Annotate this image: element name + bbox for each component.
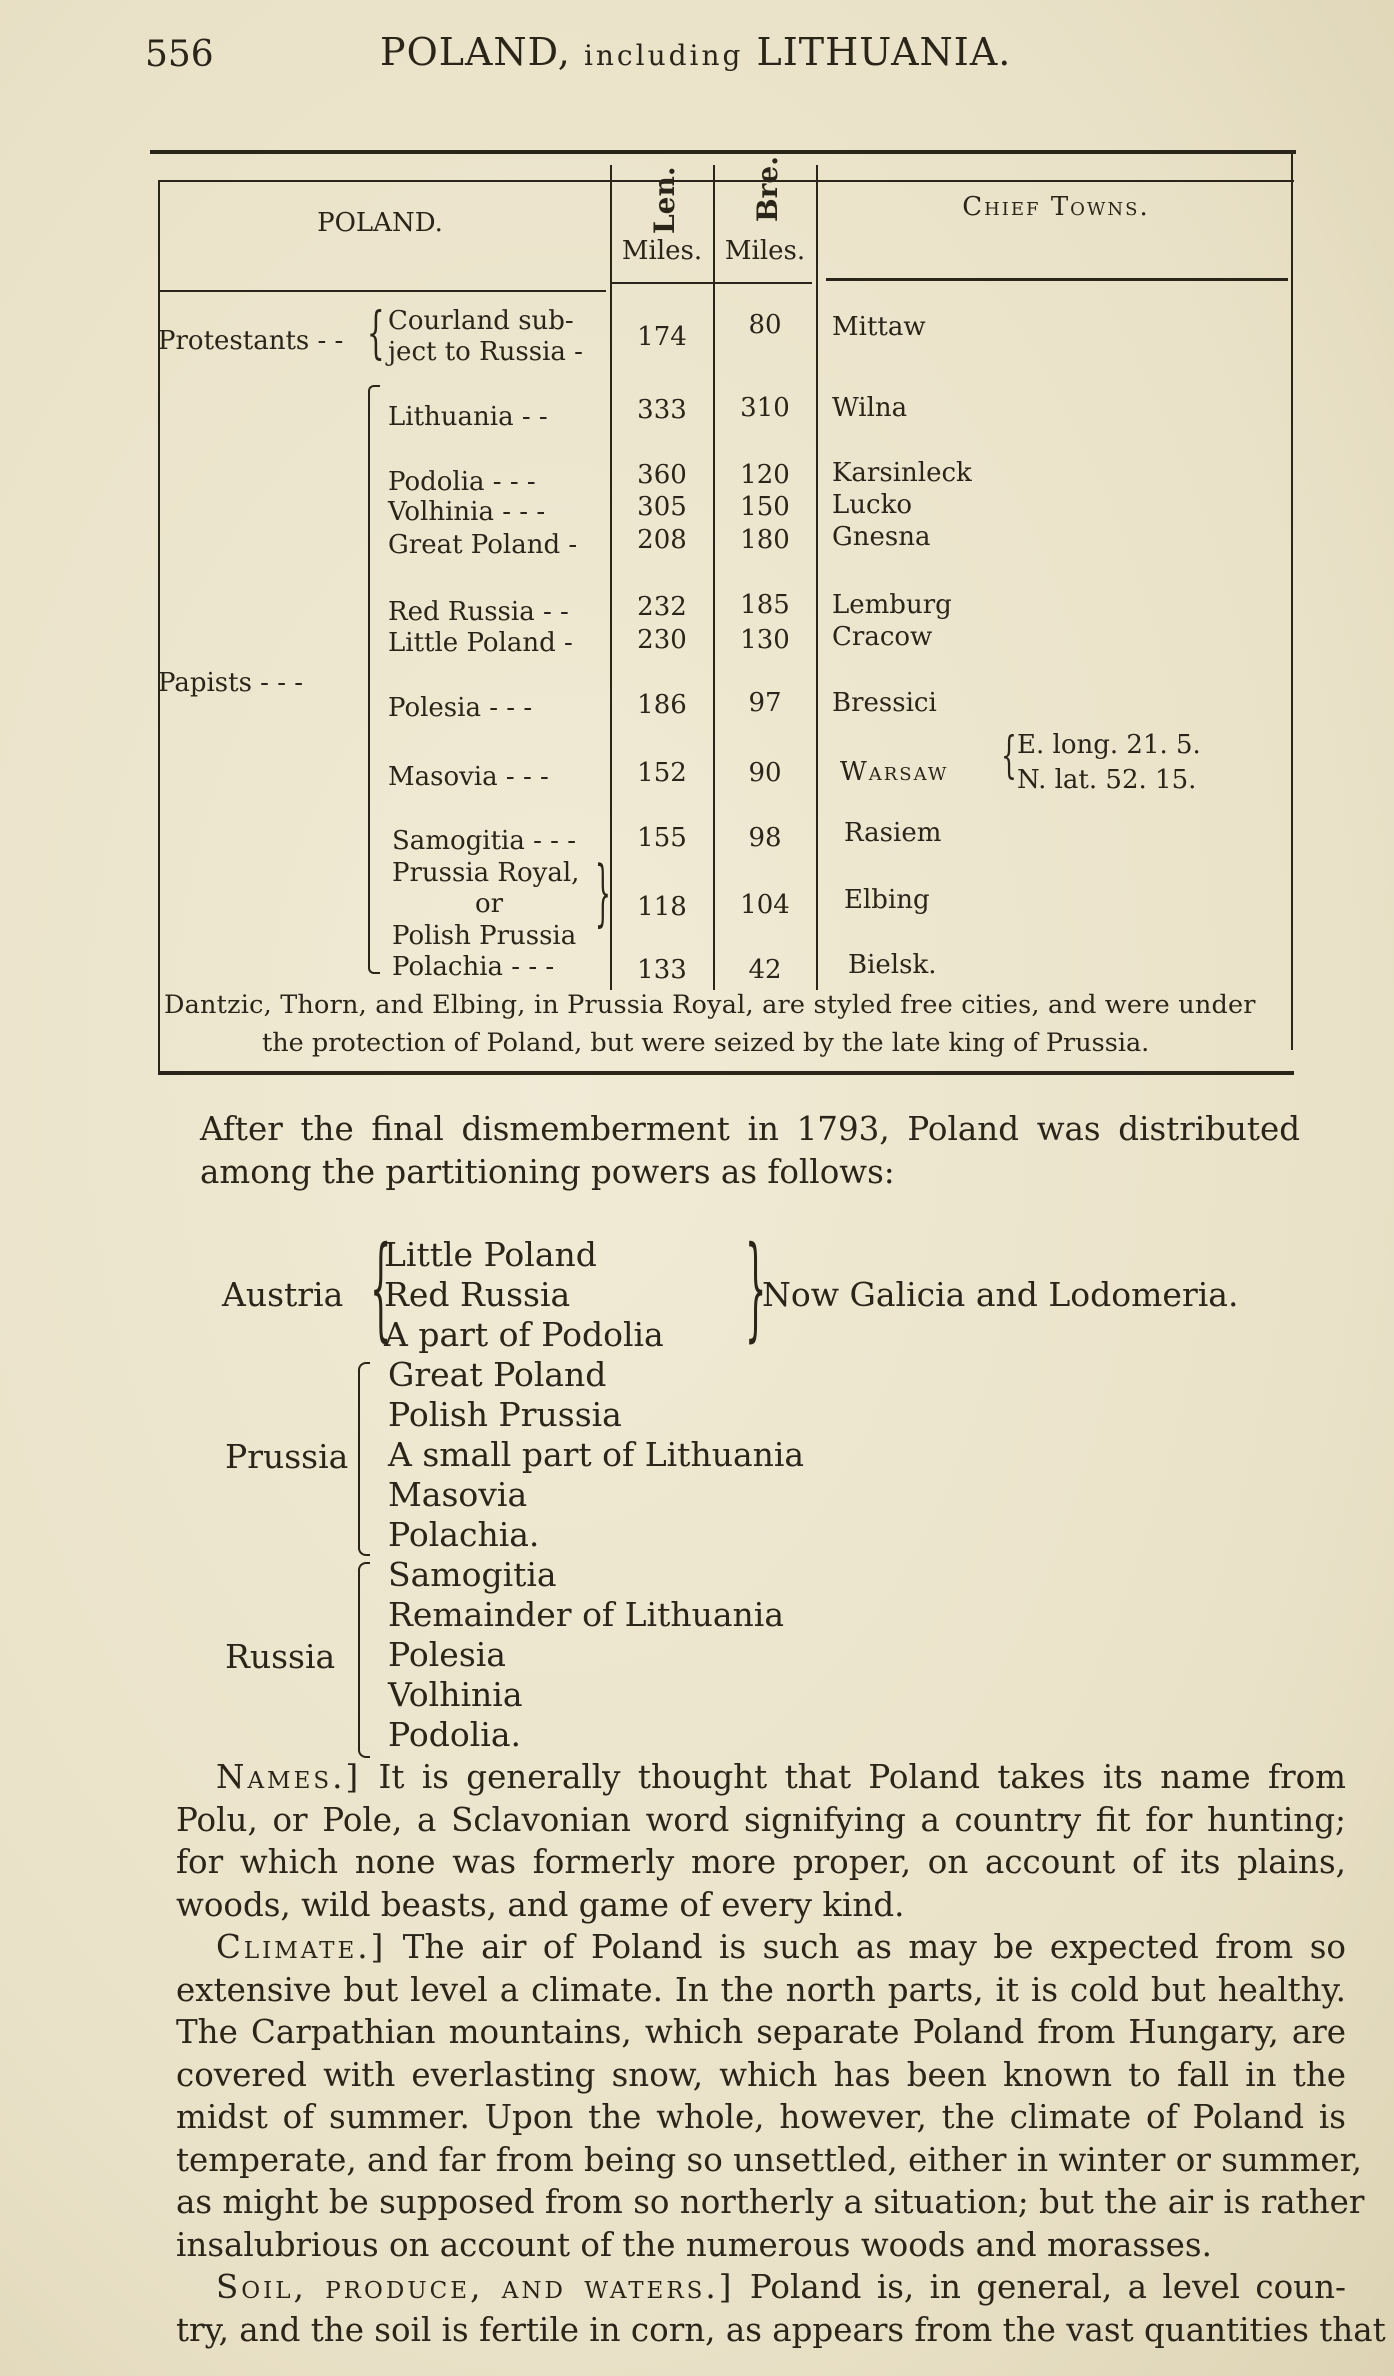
region-name: Polish Prussia xyxy=(392,921,577,951)
header-rule xyxy=(826,278,1288,281)
names-paragraph xyxy=(176,1756,1346,1926)
length-value: 305 xyxy=(637,492,687,522)
chief-town: Gnesna xyxy=(832,522,931,552)
col-head-region: POLAND. xyxy=(317,208,443,238)
text-line: as might be supposed from so northerly a situation; but the air is rather xyxy=(176,2183,1365,2221)
chief-town: Mittaw xyxy=(832,312,926,342)
running-title xyxy=(380,30,1011,74)
header-rule xyxy=(612,282,812,284)
text-line xyxy=(176,1756,1346,1799)
table-left-border xyxy=(158,180,160,1075)
breadth-value: 150 xyxy=(740,492,790,522)
breadth-value: 90 xyxy=(748,758,782,788)
partition-item: Volhinia xyxy=(388,1675,523,1714)
title-part: LITHUANIA. xyxy=(756,30,1012,74)
title-part: including xyxy=(583,39,744,72)
breadth-value: 104 xyxy=(740,890,790,920)
col-head-length-unit: Miles. xyxy=(621,236,703,266)
col-head-length: Len. xyxy=(648,166,681,234)
text-line: Polu, or Pole, a Sclavonian word signifying a country fit for hunting; xyxy=(176,1800,1346,1839)
text-line: The Carpathian mountains, which separate Poland from Hungary, are xyxy=(176,2013,1346,2051)
brace: } xyxy=(744,1223,767,1353)
text-line: temperate, and far from being so unsettled, either in winter or summer, xyxy=(176,2140,1362,2179)
length-value: 133 xyxy=(637,955,687,985)
brace xyxy=(358,1362,370,1556)
region-name: Samogitia - - - xyxy=(392,826,576,856)
text-run: It is generally thought that Poland takes its name from xyxy=(378,1758,1346,1796)
title-part: POLAND, xyxy=(380,30,571,74)
chief-town: Karsinleck xyxy=(832,458,972,488)
partition-item: Samogitia xyxy=(388,1555,557,1594)
brace: { xyxy=(369,1223,392,1353)
climate-paragraph xyxy=(176,1926,1365,2266)
text-run: Poland is, in general, a level coun- xyxy=(749,2268,1346,2306)
partition-item: Red Russia xyxy=(384,1275,571,1314)
partition-item: Remainder of Lithuania xyxy=(388,1595,785,1634)
brace: { xyxy=(1000,726,1017,784)
breadth-value: 42 xyxy=(748,955,782,985)
region-name: Masovia - - - xyxy=(388,762,549,792)
chief-town: Bielsk. xyxy=(848,950,937,980)
table-bottom-rule xyxy=(158,1071,1294,1075)
partition-note: Now Galicia and Lodomeria. xyxy=(762,1275,1239,1314)
section-heading: Names.] xyxy=(216,1758,362,1796)
section-heading: Soil, produce, and waters.] xyxy=(216,2268,735,2306)
latitude: N. lat. 52. 15. xyxy=(1017,765,1197,795)
text-line: After the final dismemberment in 1793, Poland was distributed xyxy=(200,1110,1300,1148)
partition-item: Masovia xyxy=(388,1475,528,1514)
group-protestants: Protestants - - xyxy=(158,326,344,356)
text-line: try, and the soil is fertile in corn, as appears from the vast quantities that xyxy=(176,2310,1386,2349)
col-divider xyxy=(816,165,818,990)
table-inner-rule xyxy=(158,180,1294,182)
intro-paragraph xyxy=(200,1108,1300,1193)
length-value: 360 xyxy=(637,460,687,490)
text-line: midst of summer. Upon the whole, however, the climate of Poland is xyxy=(176,2098,1346,2136)
chief-town: Warsaw xyxy=(840,757,949,787)
partition-item: Little Poland xyxy=(384,1235,597,1274)
breadth-value: 97 xyxy=(748,688,782,718)
breadth-value: 98 xyxy=(748,823,782,853)
region-name: ject to Russia - xyxy=(388,337,583,367)
breadth-value: 120 xyxy=(740,460,790,490)
chief-town: Rasiem xyxy=(844,818,942,848)
chief-town: Cracow xyxy=(832,622,933,652)
length-value: 333 xyxy=(637,395,687,425)
breadth-value: 180 xyxy=(740,525,790,555)
brace: } xyxy=(594,850,611,934)
chief-town: Lucko xyxy=(832,490,912,520)
text-line xyxy=(176,2266,1346,2309)
table-footnote: Dantzic, Thorn, and Elbing, in Prussia Royal, are styled free cities, and were under xyxy=(164,990,1256,1020)
col-head-breadth: Bre. xyxy=(751,156,784,222)
length-value: 152 xyxy=(637,758,687,788)
text-line: woods, wild beasts, and game of every kind. xyxy=(176,1885,905,1924)
region-name: Polesia - - - xyxy=(388,693,533,723)
length-value: 155 xyxy=(637,823,687,853)
chief-town: Wilna xyxy=(832,393,908,423)
text-line: extensive but level a climate. In the north parts, it is cold but healthy. xyxy=(176,1970,1346,2009)
breadth-value: 185 xyxy=(740,590,790,620)
partition-item: Polachia. xyxy=(388,1515,540,1554)
chief-town: Elbing xyxy=(844,885,930,915)
region-name: Little Poland - xyxy=(388,628,573,658)
col-head-breadth-unit: Miles. xyxy=(724,236,806,266)
table-top-rule xyxy=(150,150,1296,154)
header-rule xyxy=(158,290,606,292)
text-line: for which none was formerly more proper, on account of its plains, xyxy=(176,1843,1346,1881)
chief-town: Bressici xyxy=(832,688,937,718)
brace: { xyxy=(366,301,385,366)
region-name: Lithuania - - xyxy=(388,402,548,432)
col-head-chief-towns: Chief Towns. xyxy=(962,192,1150,222)
region-name: Red Russia - - xyxy=(388,597,569,627)
page-number: 556 xyxy=(145,34,214,75)
power-label: Russia xyxy=(225,1637,336,1676)
soil-paragraph xyxy=(176,2266,1386,2351)
region-name: Polachia - - - xyxy=(392,952,555,982)
text-line: insalubrious on account of the numerous woods and morasses. xyxy=(176,2225,1212,2264)
length-value: 230 xyxy=(637,625,687,655)
brace xyxy=(358,1562,370,1758)
text-line xyxy=(176,1926,1346,1969)
region-name: Prussia Royal, xyxy=(392,858,580,888)
col-divider xyxy=(713,165,715,990)
region-name: Podolia - - - xyxy=(388,467,536,497)
table-footnote: the protection of Poland, but were seized by the late king of Prussia. xyxy=(262,1028,1150,1058)
section-heading: Climate.] xyxy=(216,1928,387,1966)
length-value: 174 xyxy=(637,322,687,352)
text-line: among the partitioning powers as follows: xyxy=(200,1152,895,1191)
breadth-value: 130 xyxy=(740,625,790,655)
partition-item: Great Poland xyxy=(388,1355,607,1394)
length-value: 232 xyxy=(637,592,687,622)
breadth-value: 310 xyxy=(740,393,790,423)
length-value: 208 xyxy=(637,525,687,555)
partition-item: Polesia xyxy=(388,1635,506,1674)
partition-item: Polish Prussia xyxy=(388,1395,622,1434)
breadth-value: 80 xyxy=(748,310,782,340)
papists-brace xyxy=(368,385,380,974)
text-line: covered with everlasting snow, which has been known to fall in the xyxy=(176,2055,1346,2094)
chief-town: Lemburg xyxy=(832,590,952,620)
length-value: 118 xyxy=(637,892,687,922)
partition-item: A small part of Lithuania xyxy=(388,1435,805,1474)
length-value: 186 xyxy=(637,690,687,720)
text-run: The air of Poland is such as may be expected from so xyxy=(402,1928,1346,1966)
power-label: Prussia xyxy=(225,1437,349,1476)
region-name: Great Poland - xyxy=(388,530,578,560)
region-name: or xyxy=(475,889,504,919)
partition-item: Podolia. xyxy=(388,1715,521,1754)
group-papists: Papists - - - xyxy=(158,668,304,698)
region-name: Volhinia - - - xyxy=(388,497,546,527)
power-label: Austria xyxy=(222,1275,344,1314)
longitude: E. long. 21. 5. xyxy=(1017,730,1201,760)
table-right-border xyxy=(1291,150,1293,1050)
partition-item: A part of Podolia xyxy=(384,1315,664,1354)
region-name: Courland sub- xyxy=(388,306,574,336)
